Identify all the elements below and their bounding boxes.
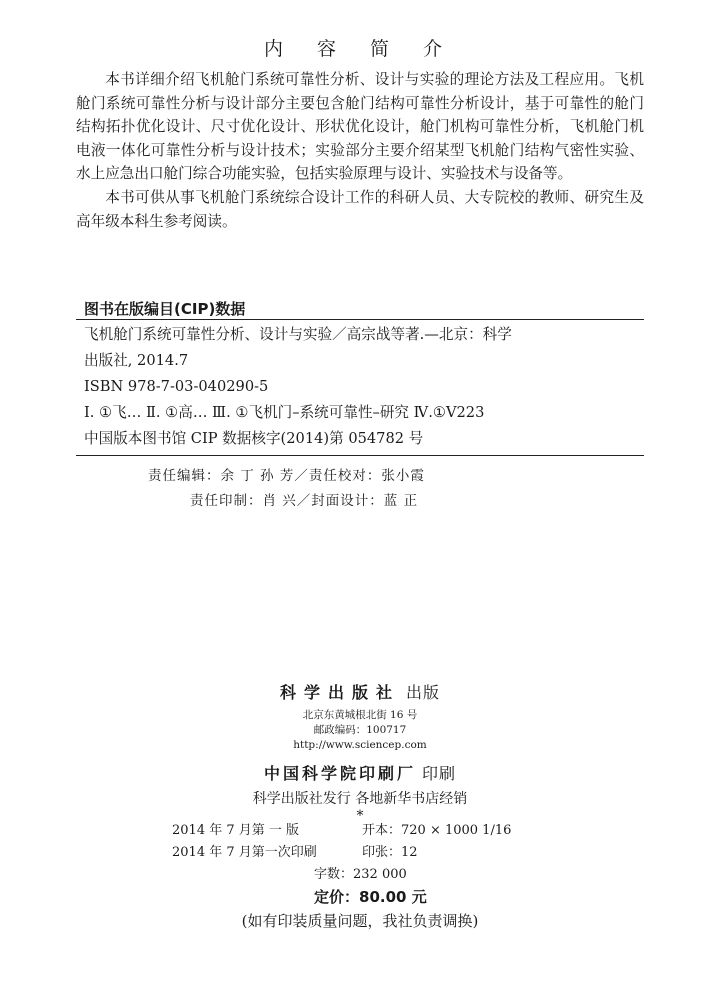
edition-block bbox=[172, 820, 511, 910]
page-title: 内 容 简 介 bbox=[263, 38, 457, 60]
price-unit: 元 bbox=[406, 888, 427, 906]
cip-catalog-number: 中国版本图书馆 CIP 数据核字(2014)第 054782 号 bbox=[84, 430, 424, 447]
publisher-address: 北京东黄城根北街 16 号 bbox=[302, 709, 418, 721]
cip-block bbox=[84, 322, 644, 452]
intro-paragraph-2: 本书可供从事飞机舱门系统综合设计工作的科研人员、大专院校的教师、研究生及高年级本科生参考阅读。 bbox=[76, 188, 644, 230]
editors-line-2: 责任印制：肖 兴／封面设计：蓝 正 bbox=[190, 493, 419, 509]
intro-paragraph-1: 本书详细介绍飞机舱门系统可靠性分析、设计与实验的理论方法及工程应用。飞机舱门系统可靠性分析与设计部分主要包含舱门结构可靠性分析设计，基于可靠性的舱门结构拓扑优化设计、尺寸优化设计、形状优化设计，舱门机构可靠性分析，飞机舱门机电液一体化可靠性分析与设计技术；实验部分主要介绍某型飞机舱门结构气密性实验、水上应急出口舱门综合功能实验，包括实验原理与设计、实验技术与设备等。 bbox=[76, 71, 644, 183]
cip-bottom-rule bbox=[76, 455, 644, 456]
cip-heading: 图书在版编目(CIP)数据 bbox=[84, 300, 246, 318]
book-format: 开本：720 × 1000 1/16 bbox=[362, 823, 512, 838]
price-label: 定价： bbox=[314, 888, 360, 906]
cip-publisher-line: 出版社, 2014.7 bbox=[84, 352, 189, 369]
editors-block bbox=[0, 464, 720, 509]
publisher-postcode: 邮政编码：100717 bbox=[313, 724, 407, 736]
publisher-name: 科学出版社 bbox=[279, 683, 400, 702]
quality-notice: (如有印装质量问题，我社负责调换) bbox=[241, 912, 479, 930]
cip-title-line: 飞机舱门系统可靠性分析、设计与实验／高宗战等著.—北京：科学 bbox=[84, 326, 512, 343]
printer-suffix: 印刷 bbox=[415, 764, 457, 783]
distribution-line: 科学出版社发行 各地新华书店经销 bbox=[252, 791, 468, 807]
price-line bbox=[172, 886, 511, 910]
printer-name: 中国科学院印刷厂 bbox=[263, 764, 416, 783]
first-edition: 2014 年 7 月第 一 版 bbox=[172, 823, 300, 838]
editors-line-1: 责任编辑：余 丁 孙 芳／责任校对：张小霞 bbox=[148, 468, 425, 484]
intro-section bbox=[76, 68, 644, 233]
word-count: 字数：232 000 bbox=[314, 867, 407, 882]
cip-classification: Ⅰ. ①飞… Ⅱ. ①高… Ⅲ. ①飞机门–系统可靠性–研究 Ⅳ.①V223 bbox=[84, 404, 485, 421]
first-printing: 2014 年 7 月第一次印刷 bbox=[172, 845, 317, 860]
publisher-block bbox=[0, 680, 720, 824]
publisher-url[interactable]: http://www.sciencep.com bbox=[293, 739, 427, 751]
cip-isbn: ISBN 978-7-03-040290-5 bbox=[84, 378, 269, 395]
cip-top-rule bbox=[76, 319, 644, 320]
publisher-suffix: 出版 bbox=[399, 683, 441, 702]
separator-star: * bbox=[356, 808, 364, 824]
price-value: 80.00 bbox=[359, 888, 407, 906]
print-sheets: 印张：12 bbox=[362, 845, 418, 860]
